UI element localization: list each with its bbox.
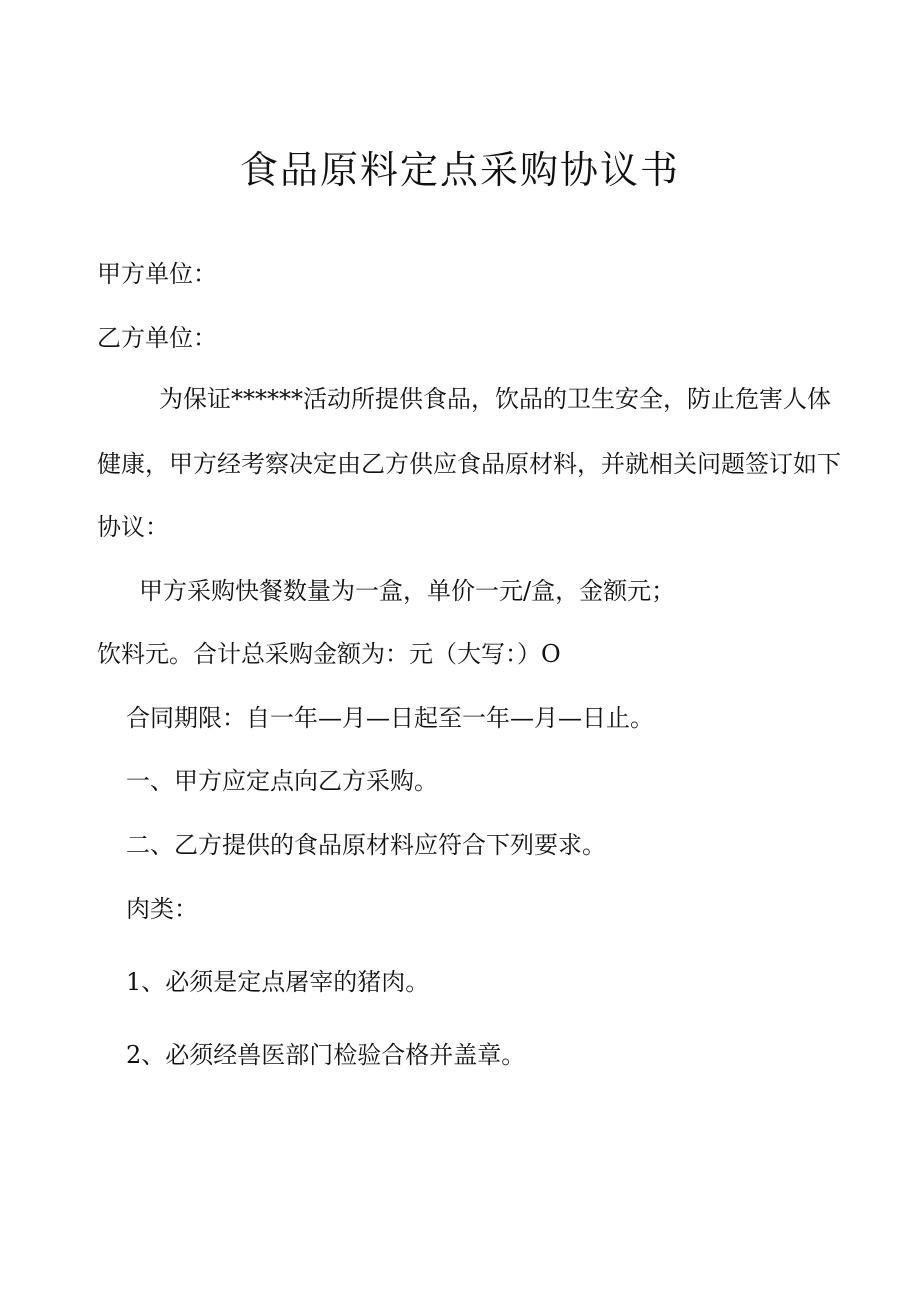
contract-term: 合同期限：自一年—月—日起至一年—月—日止。 [126, 704, 654, 732]
purchase-quantity-line: 甲方采购快餐数量为一盒，单价一元/盒，金额元； [139, 577, 676, 605]
meat-requirement-item: 1、必须是定点屠宰的猪肉。 [126, 968, 430, 996]
intro-paragraph-line: 为保证******活动所提供食品，饮品的卫生安全，防止危害人体 [159, 385, 831, 413]
meat-heading: 肉类： [126, 895, 198, 923]
document-title: 食品原料定点采购协议书 [239, 148, 680, 192]
intro-paragraph-line: 协议： [97, 513, 169, 541]
clause-two: 二、乙方提供的食品原材料应符合下列要求。 [126, 831, 606, 859]
purchase-total-line: 饮料元。合计总采购金额为：元（大写：）O [97, 640, 561, 668]
clause-one: 一、甲方应定点向乙方采购。 [126, 767, 438, 795]
party-a-label: 甲方单位： [97, 260, 217, 288]
meat-requirement-item: 2、必须经兽医部门检验合格并盖章。 [126, 1041, 526, 1069]
party-b-label: 乙方单位： [97, 324, 217, 352]
intro-paragraph-line: 健康，甲方经考察决定由乙方供应食品原材料，并就相关问题签订如下 [97, 450, 841, 478]
